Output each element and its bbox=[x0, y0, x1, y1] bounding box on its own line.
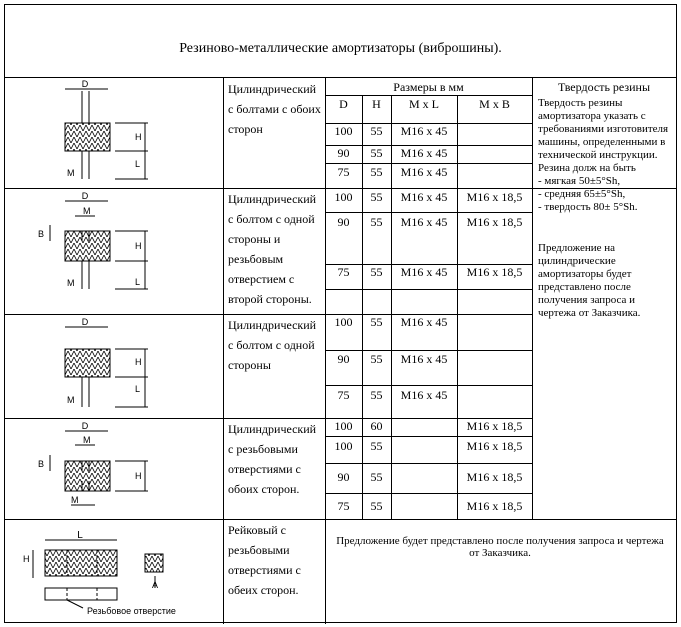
t4r4-d: 75 bbox=[337, 499, 350, 513]
svg-text:H: H bbox=[23, 554, 30, 564]
t1r1-d: 100 bbox=[334, 124, 353, 138]
svg-text:B: B bbox=[38, 459, 45, 469]
svg-text:M: M bbox=[67, 278, 75, 288]
t3r2-d: 90 bbox=[337, 352, 350, 366]
label-d: D bbox=[81, 79, 89, 89]
svg-text:M: M bbox=[67, 395, 75, 405]
svg-text:D: D bbox=[81, 317, 89, 327]
col-header-mxl: M x L bbox=[409, 97, 439, 111]
svg-text:M: M bbox=[83, 435, 91, 445]
type-desc-3: Цилиндрический с болтом с одной стороны bbox=[228, 318, 317, 372]
t1r3-d: 75 bbox=[337, 165, 350, 179]
t1r3-h: 55 bbox=[370, 165, 383, 179]
col-header-d: D bbox=[339, 97, 348, 111]
t4r2-d: 100 bbox=[334, 439, 353, 453]
drawing-type-3 bbox=[5, 315, 223, 418]
svg-text:L: L bbox=[77, 530, 83, 541]
hardness-p2: Резина долж на быть bbox=[538, 162, 636, 174]
t2r2-d: 90 bbox=[337, 215, 350, 229]
svg-text:L: L bbox=[135, 277, 141, 287]
t2r1-mb: M16 x 18,5 bbox=[466, 190, 523, 204]
col-header-h: H bbox=[372, 97, 381, 111]
drawing-type-2 bbox=[5, 189, 223, 314]
svg-text:B: B bbox=[38, 229, 45, 239]
hardness-p1: Твердость резины амортизатора указать с требованиями изготовителя машины, определенными в технической инструкции. bbox=[538, 97, 669, 161]
hardness-note bbox=[538, 97, 674, 320]
t1r2-h: 55 bbox=[370, 146, 383, 160]
t2r3-h: 55 bbox=[370, 265, 383, 279]
t1r1-h: 55 bbox=[370, 124, 383, 138]
t2r2-ml: M16 x 45 bbox=[400, 215, 448, 229]
label-l: L bbox=[135, 159, 141, 169]
page-title: Резиново-металлические амортизаторы (виброшины). bbox=[179, 41, 502, 56]
label-m: M bbox=[67, 168, 75, 178]
drawing-type-4 bbox=[5, 419, 223, 519]
t4r3-h: 55 bbox=[370, 470, 383, 484]
svg-text:H: H bbox=[135, 357, 142, 367]
t4r2-mb: M16 x 18,5 bbox=[466, 439, 523, 453]
svg-text:M: M bbox=[71, 495, 79, 505]
t4r1-mb: M16 x 18,5 bbox=[466, 419, 523, 433]
svg-text:H: H bbox=[135, 471, 142, 481]
svg-text:D: D bbox=[81, 191, 89, 201]
t1r2-ml: M16 x 45 bbox=[400, 146, 448, 160]
t2r3-d: 75 bbox=[337, 265, 350, 279]
t3r3-h: 55 bbox=[370, 388, 383, 402]
type-desc-4: Цилиндрический с резьбовыми отверстиями с обоих сторон. bbox=[228, 422, 317, 496]
t3r2-ml: M16 x 45 bbox=[400, 352, 448, 366]
t2r1-d: 100 bbox=[334, 190, 353, 204]
t4r1-h: 60 bbox=[370, 419, 383, 433]
label-h: H bbox=[135, 132, 142, 142]
t2r1-h: 55 bbox=[370, 190, 383, 204]
t3r2-h: 55 bbox=[370, 352, 383, 366]
t4r3-d: 90 bbox=[337, 470, 350, 484]
sizes-header: Размеры в мм bbox=[393, 80, 464, 94]
rail-note: Предложение будет представлено после получения запроса и чертежа от Заказчика. bbox=[336, 535, 664, 559]
t4r1-d: 100 bbox=[334, 419, 353, 433]
t2r3-ml: M16 x 45 bbox=[400, 265, 448, 279]
t1r2-d: 90 bbox=[337, 146, 350, 160]
t3r3-d: 75 bbox=[337, 388, 350, 402]
type-desc-2: Цилиндрический с болтом с одной стороны и резьбовым отверстием с второй стороны. bbox=[228, 192, 317, 306]
svg-text:M: M bbox=[83, 206, 91, 216]
hardness-l2: - средняя 65±5°Sh, bbox=[538, 188, 626, 200]
title-row bbox=[5, 5, 676, 78]
t2r2-mb: M16 x 18,5 bbox=[466, 215, 523, 229]
hardness-p3: Предложение на цилиндрические амортизаторы будет представлено после получения запроса и чертежа от Заказчика. bbox=[538, 242, 641, 319]
svg-text:H: H bbox=[135, 241, 142, 251]
t1r3-ml: M16 x 45 bbox=[400, 165, 448, 179]
drawing-type-1 bbox=[5, 77, 223, 188]
svg-text:L: L bbox=[135, 384, 141, 394]
thread-hole-label: Резьбовое отверстие bbox=[87, 606, 176, 616]
t3r1-d: 100 bbox=[334, 315, 353, 329]
hardness-l3: - твердость 80± 5°Sh. bbox=[538, 201, 638, 213]
document-table bbox=[4, 4, 677, 623]
hardness-header: Твердость резины bbox=[557, 80, 651, 94]
t2r1-ml: M16 x 45 bbox=[400, 190, 448, 204]
drawing-type-5 bbox=[5, 520, 223, 624]
type-desc-1: Цилиндрический с болтами с обоих сторон bbox=[228, 82, 321, 136]
type-desc-5: Рейковый с резьбовыми отверстиями с обеих сторон. bbox=[228, 523, 301, 597]
t3r1-h: 55 bbox=[370, 315, 383, 329]
svg-text:D: D bbox=[81, 421, 89, 431]
t4r4-h: 55 bbox=[370, 499, 383, 513]
t1r1-ml: M16 x 45 bbox=[400, 124, 448, 138]
hardness-l1: - мягкая 50±5°Sh, bbox=[538, 175, 621, 187]
t4r4-mb: M16 x 18,5 bbox=[466, 499, 523, 513]
t3r1-ml: M16 x 45 bbox=[400, 315, 448, 329]
t2r3-mb: M16 x 18,5 bbox=[466, 265, 523, 279]
t3r3-ml: M16 x 45 bbox=[400, 388, 448, 402]
t2r2-h: 55 bbox=[370, 215, 383, 229]
t4r3-mb: M16 x 18,5 bbox=[466, 470, 523, 484]
svg-text:A: A bbox=[152, 580, 159, 590]
t4r2-h: 55 bbox=[370, 439, 383, 453]
col-header-mxb: M x B bbox=[479, 97, 510, 111]
